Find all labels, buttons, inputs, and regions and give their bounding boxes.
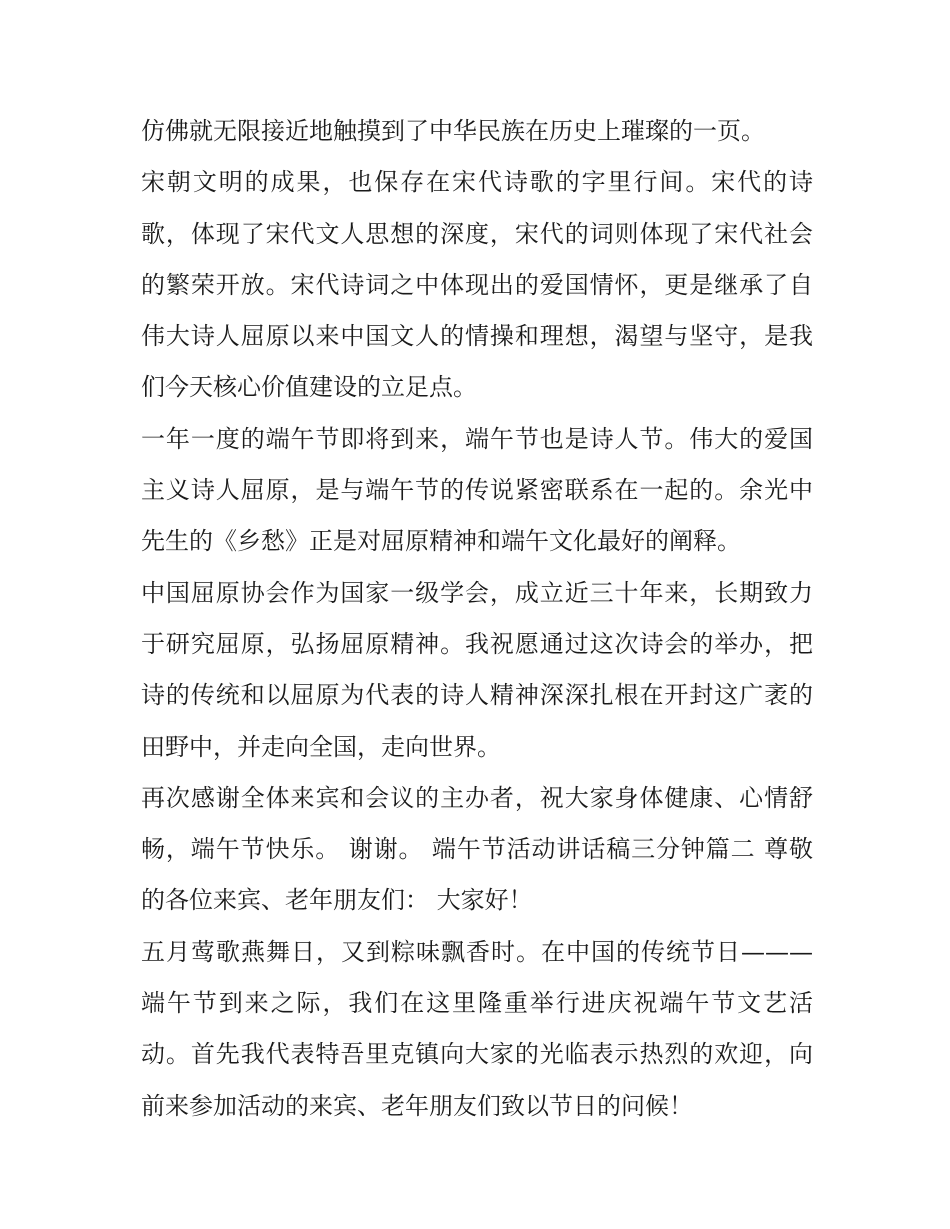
text-line-9: 先生的《乡愁》正是对屈原精神和端午文化最好的阐释。 (141, 527, 741, 556)
text-line-12: 诗的传统和以屈原为代表的诗人精神深深扎根在开封这广袤的 (141, 681, 813, 710)
text-line-1: 仿佛就无限接近地触摸到了中华民族在历史上璀璨的一页。 (141, 117, 765, 145)
text-line-4: 的繁荣开放。宋代诗词之中体现出的爱国情怀，更是继承了自 (141, 270, 813, 299)
text-line-17: 五月莺歌燕舞日，又到粽味飘香时。在中国的传统节日——— (141, 937, 813, 966)
text-line-8: 主义诗人屈原，是与端午节的传说紧密联系在一起的。余光中 (141, 476, 813, 505)
text-line-5: 伟大诗人屈原以来中国文人的情操和理想，渴望与坚守，是我 (141, 322, 813, 351)
text-line-14: 再次感谢全体来宾和会议的主办者，祝大家身体健康、心情舒 (141, 783, 813, 812)
text-line-13: 田野中，并走向全国，走向世界。 (141, 732, 501, 761)
text-line-18: 端午节到来之际，我们在这里隆重举行进庆祝端午节文艺活 (141, 989, 813, 1018)
document-body (141, 106, 813, 1132)
text-line-2: 宋朝文明的成果，也保存在宋代诗歌的字里行间。宋代的诗 (141, 168, 813, 197)
text-line-3: 歌，体现了宋代文人思想的深度，宋代的词则体现了宋代社会 (141, 219, 813, 248)
text-line-15: 畅，端午节快乐。 谢谢。 端午节活动讲话稿三分钟篇二 尊敬 (141, 835, 813, 864)
text-line-10: 中国屈原协会作为国家一级学会，成立近三十年来，长期致力 (141, 578, 813, 607)
text-line-7: 一年一度的端午节即将到来，端午节也是诗人节。伟大的爱国 (141, 424, 813, 453)
text-line-6: 们今天核心价值建设的立足点。 (141, 373, 477, 402)
text-line-16: 的各位来宾、老年朋友们： 大家好！ (141, 886, 533, 915)
text-line-19: 动。首先我代表特吾里克镇向大家的光临表示热烈的欢迎，向 (141, 1040, 813, 1069)
text-line-20: 前来参加活动的来宾、老年朋友们致以节日的问候！ (141, 1091, 693, 1120)
text-line-11: 于研究屈原，弘扬屈原精神。我祝愿通过这次诗会的举办，把 (141, 629, 813, 658)
